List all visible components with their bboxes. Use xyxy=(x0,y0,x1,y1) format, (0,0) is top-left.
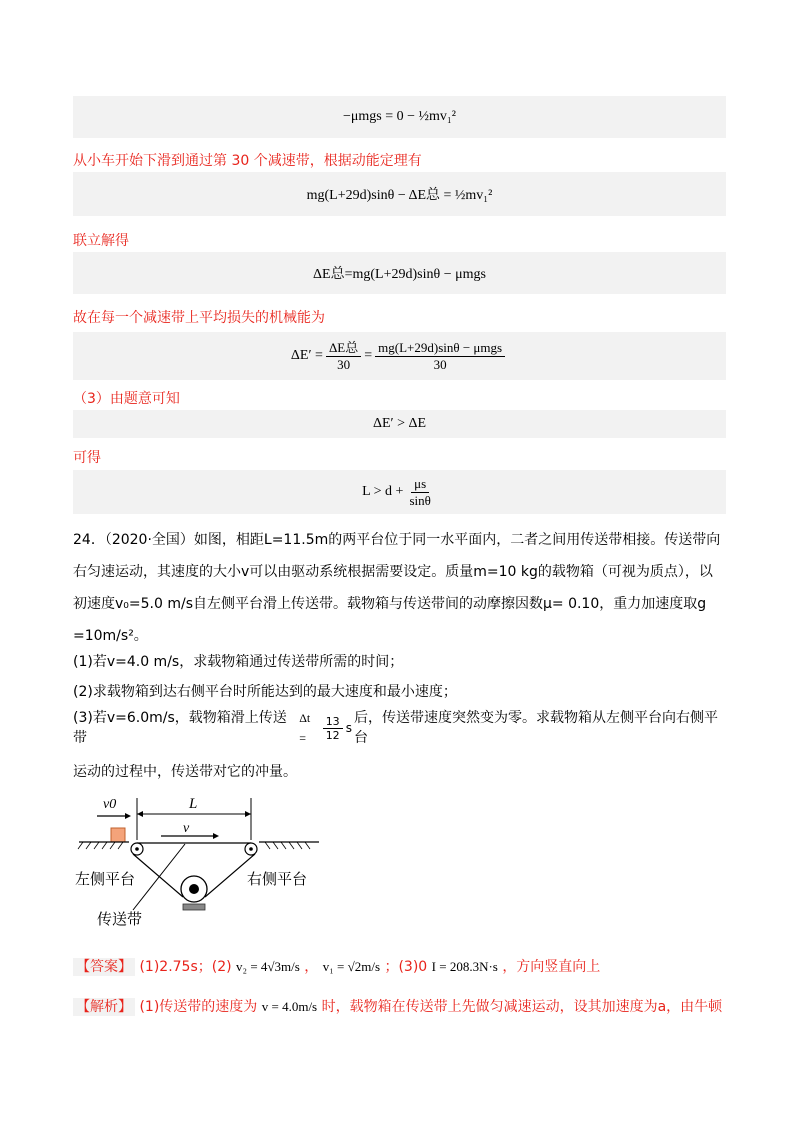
right-platform-hatch xyxy=(265,842,310,849)
cargo-box xyxy=(111,828,125,842)
right-platform-label: 右侧平台 xyxy=(247,870,308,888)
fraction-2 xyxy=(375,340,505,373)
q3-text-b: 后，传送带速度突然变为零。求载物箱从左侧平台向右侧平台 xyxy=(353,710,718,746)
text-line-4: （3）由题意可知 xyxy=(73,391,180,407)
v0-arrowhead xyxy=(125,813,131,819)
q3-unit: s xyxy=(345,721,352,735)
question-2: (2)求载物箱到达右侧平台时所能达到的最大速度和最小速度； xyxy=(73,684,457,700)
v-label: v xyxy=(183,821,190,836)
analysis-text-1: (1)传送带的速度为 xyxy=(139,999,258,1015)
answer-impulse: I = 208.3N·s xyxy=(431,959,498,974)
L-arrowhead-right xyxy=(245,811,251,817)
drive-base xyxy=(183,904,205,910)
denominator: 30 xyxy=(433,356,447,372)
question-3 xyxy=(73,708,726,748)
numerator: ΔE总 xyxy=(326,340,361,357)
equation-lhs: ΔE′ = xyxy=(290,348,323,363)
numerator: 13 xyxy=(323,715,343,729)
equation-total-loss xyxy=(73,252,726,294)
equation-text: ΔE总=mg(L+29d)sinθ − μmgs xyxy=(313,267,486,282)
question-1: (1)若v=4.0 m/s，求载物箱通过传送带所需的时间； xyxy=(73,654,404,670)
analysis-velocity: v = 4.0m/s xyxy=(261,999,318,1014)
equation-energy-1 xyxy=(73,96,726,138)
fraction-3 xyxy=(406,476,433,509)
answer-v1: v₁ = √2m/s xyxy=(322,959,381,974)
q3-fraction xyxy=(323,715,343,742)
equals-sign: = xyxy=(364,348,373,363)
L-label: L xyxy=(189,796,198,812)
denominator: 30 xyxy=(337,356,351,372)
left-pulley-axle xyxy=(135,847,139,851)
numerator: mg(L+29d)sinθ − μmgs xyxy=(375,340,505,357)
v0-label: v0 xyxy=(103,797,117,812)
q3-delta-t: Δt = xyxy=(299,711,311,745)
answer-label: 【答案】 xyxy=(73,958,135,976)
text-line-5: 可得 xyxy=(73,450,101,466)
L-arrowhead-left xyxy=(137,811,143,817)
equation-inequality-1 xyxy=(73,410,726,438)
equation-inequality-2 xyxy=(73,470,726,514)
belt-left-side xyxy=(133,854,183,897)
equation-energy-2 xyxy=(73,172,726,216)
question-3-cont: 运动的过程中，传送带对它的冲量。 xyxy=(73,764,297,780)
equation-text: −μmgs = 0 − ½mv₁² xyxy=(343,109,456,124)
fraction-1 xyxy=(326,340,361,373)
analysis-text-2: 时，载物箱在传送带上先做匀减速运动，设其加速度为a，由牛顿 xyxy=(321,999,723,1015)
left-platform-label: 左侧平台 xyxy=(75,870,136,888)
q3-text-a: (3)若v=6.0m/s，载物箱滑上传送带 xyxy=(73,710,287,746)
problem-statement: 24．（2020·全国）如图，相距L=11.5m的两平台位于同一水平面内，二者之间用传送带相接。传送带向右匀速运动，其速度的大小v可以由驱动系统根据需要设定。质量m=10 kg的载物箱（可视为质点），以初速度v₀=5.0 m/s自左侧平台滑上传送带。载物箱与传送带间的动摩擦因数μ= 0.10，重力加速度取g =10m/s²。 xyxy=(73,532,721,644)
equation-lhs: L > d + xyxy=(362,484,404,499)
text-line-2: 联立解得 xyxy=(73,233,129,249)
drive-wheel-hub xyxy=(189,884,199,894)
text-line-1: 从小车开始下滑到通过第 30 个减速带，根据动能定理有 xyxy=(73,153,422,169)
text-line-3: 故在每一个减速带上平均损失的机械能为 xyxy=(73,310,325,326)
v-arrowhead xyxy=(213,833,219,839)
right-pulley-axle xyxy=(249,847,253,851)
analysis-line xyxy=(73,996,726,1016)
conveyor-diagram xyxy=(73,792,333,932)
numerator: μs xyxy=(411,476,429,493)
answer-v2: v₂ = 4√3m/s xyxy=(236,959,300,974)
equation-average-loss xyxy=(73,332,726,380)
left-platform-hatch xyxy=(78,842,123,849)
equation-text: mg(L+29d)sinθ − ΔE总 = ½mv₁² xyxy=(306,188,493,203)
answer-line xyxy=(73,956,726,976)
answer-comma: ， xyxy=(304,959,319,975)
answer-direction: ，方向竖直向上 xyxy=(502,959,601,975)
analysis-label: 【解析】 xyxy=(73,998,135,1016)
equation-text: ΔE′ > ΔE xyxy=(372,416,427,431)
answer-part-3: ；(3)0 xyxy=(384,959,428,975)
denominator: sinθ xyxy=(409,492,431,508)
denominator: 12 xyxy=(325,728,340,742)
belt-label: 传送带 xyxy=(97,910,143,928)
answer-part-1: (1)2.75s；(2) xyxy=(139,959,232,975)
